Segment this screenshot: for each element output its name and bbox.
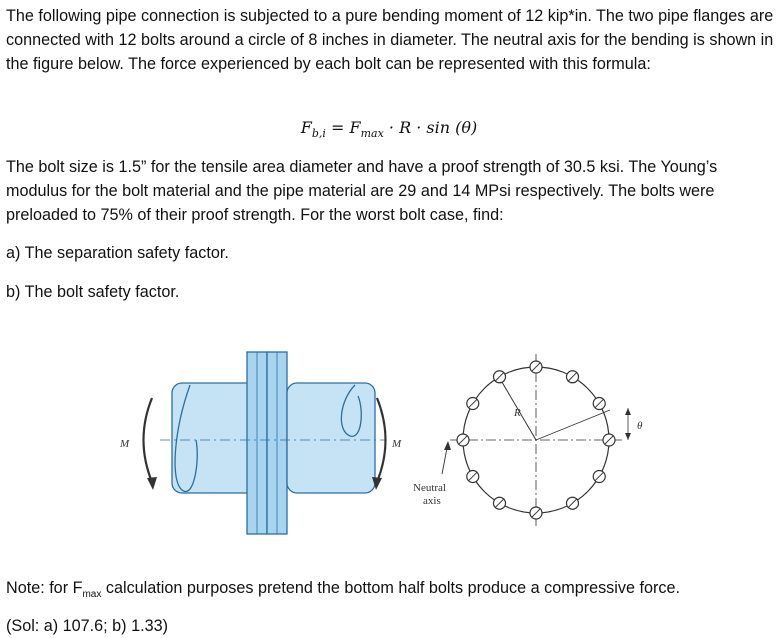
formula-fmax: F [349,118,361,137]
radius-label: R [514,407,521,419]
problem-details: The bolt size is 1.5” for the tensile area diameter and have a proof strength of 30.5 ksi. The Young’s modulus for the bolt material and the pipe material are 29 and 14 MPsi respectively. The bolts were preloaded to 75% of their proof strength. For the worst bolt case, find: [6,158,718,225]
moment-arrow-left [144,398,153,482]
angle-arrowhead-down [625,433,631,440]
note-sub: max [82,589,102,601]
angle-ray [536,410,610,440]
moment-label-right: M [392,438,402,450]
note [6,576,776,607]
angle-arrowhead-up [625,408,631,415]
moment-arrowhead-left [147,477,157,490]
problem-intro: The following pipe connection is subjected to a pure bending moment of 12 kip*in. The two pipe flanges are connected with 12 bolts around a circle of 8 inches in diameter. The neutral axis for the bending is shown in the figure below. The force experienced by each bolt can be represented with this formula: [6,7,774,74]
question-b: b) The bolt safety factor. [6,283,180,301]
neutral-axis-label-1: Neutral [413,482,446,494]
formula-fmax-sub: max [360,127,384,141]
bolt-force-formula [0,118,778,140]
neutral-axis-arrowhead [444,441,451,450]
angle-label: θ [637,420,643,432]
question-a: a) The separation safety factor. [6,244,229,262]
solution: (Sol: a) 107.6; b) 1.33) [6,617,168,635]
formula-lhs-sub: b,i [311,127,326,141]
neutral-axis-label-2: axis [423,495,441,507]
right-pipe [287,383,375,493]
formula-lhs: F [300,118,312,137]
formula-rest: · R · sin (θ) [383,118,478,137]
formula-equals: = [325,118,350,137]
note-pre: Note: for F [6,579,83,597]
moment-label-left: M [120,438,130,450]
pipe-flange-figure [110,340,670,540]
note-post: calculation purposes pretend the bottom half bolts produce a compressive force. [101,579,680,597]
